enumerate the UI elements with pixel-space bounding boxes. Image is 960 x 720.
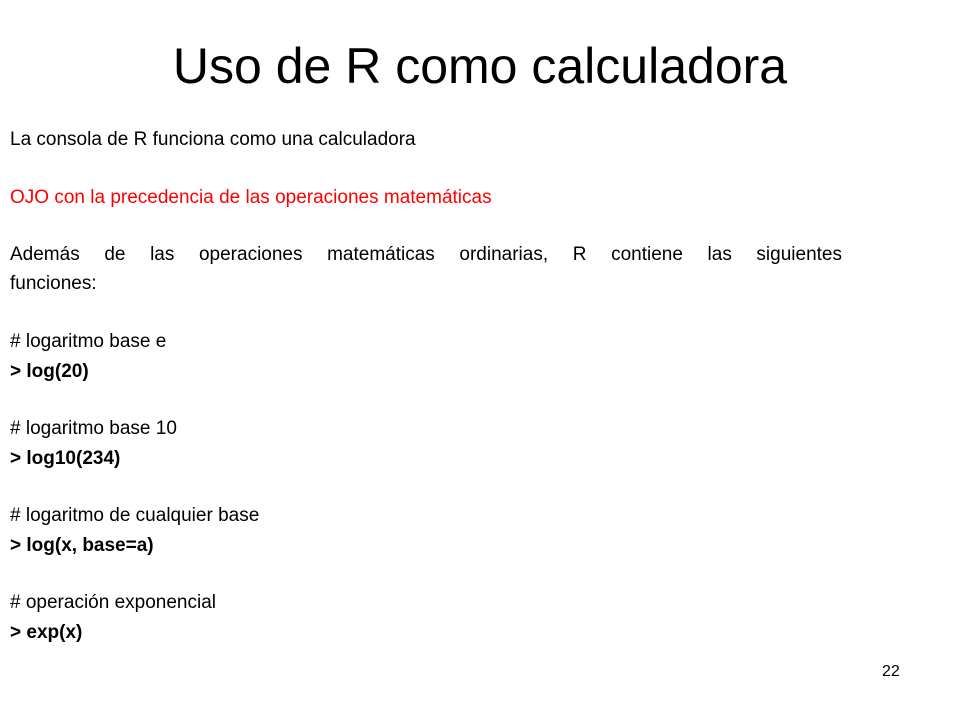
comment-log-base-10: # logaritmo base 10 (10, 418, 177, 439)
comment-log-base-e: # logaritmo base e (10, 331, 167, 352)
comment-log-any-base: # logaritmo de cualquier base (10, 505, 260, 526)
functions-intro-line-1: Además de las operaciones matemáticas ordinarias, R contiene las siguientes (10, 244, 842, 265)
code-log: > log(20) (10, 361, 89, 382)
precedence-warning: OJO con la precedencia de las operaciones matemáticas (10, 187, 492, 208)
page-number: 22 (882, 663, 900, 680)
intro-text: La consola de R funciona como una calculadora (10, 129, 416, 150)
functions-intro-line-2: funciones: (10, 273, 97, 294)
code-log-base: > log(x, base=a) (10, 535, 154, 556)
code-log10: > log10(234) (10, 448, 121, 469)
comment-exponential: # operación exponencial (10, 592, 216, 613)
code-exp: > exp(x) (10, 622, 83, 643)
slide-title: Uso de R como calculadora (172, 38, 788, 94)
